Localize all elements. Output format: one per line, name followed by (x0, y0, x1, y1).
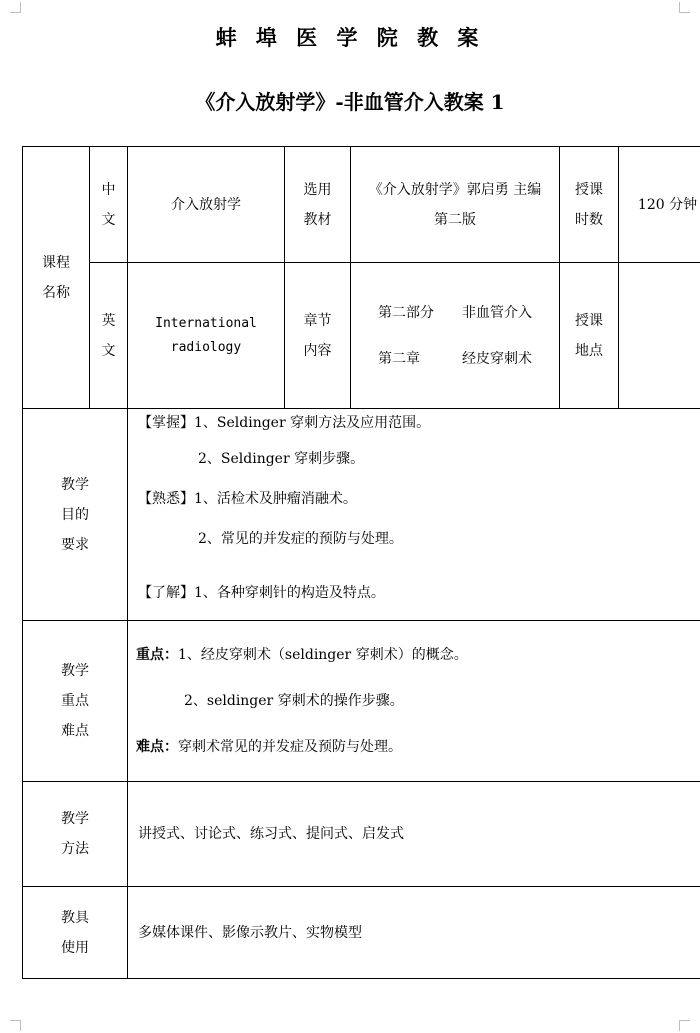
page-corner-mark (679, 2, 690, 13)
hours-label: 授课时数 (575, 181, 603, 228)
methods-value: 讲授式、讨论式、练习式、提问式、启发式 (128, 782, 700, 887)
en-course-name-line1: International (155, 315, 257, 331)
chapter-label-cell (285, 263, 351, 409)
objectives-content (128, 409, 700, 621)
difficult-item-1: 穿刺术常见的并发症及预防与处理。 (178, 739, 402, 755)
textbook-value-line2: 第二版 (434, 211, 476, 228)
school-title: 蚌 埠 医 学 院 教 案 (215, 25, 485, 50)
familiar-item-2: 2、常见的并发症的预防与处理。 (198, 531, 403, 547)
course-name-label-cell (23, 147, 90, 409)
chapter-line2: 第二章 经皮穿刺术 (378, 350, 532, 367)
place-label-cell (560, 263, 619, 409)
tools-label-cell (23, 887, 128, 979)
keypoints-label-cell (23, 621, 128, 782)
page-corner-mark (679, 1020, 690, 1031)
hours-value: 120 分钟 (619, 147, 700, 263)
cn-label-cell (90, 147, 128, 263)
page-corner-mark (10, 2, 21, 13)
tools-value: 多媒体课件、影像示教片、实物模型 (128, 887, 700, 979)
page-corner-mark (10, 1020, 21, 1031)
keypoints-content (128, 621, 700, 782)
master-item-1: 1、Seldinger 穿刺方法及应用范围。 (194, 415, 431, 431)
textbook-label: 选用教材 (303, 181, 332, 228)
textbook-value-cell (351, 147, 560, 263)
keypoints-label: 教学重点难点 (61, 663, 89, 739)
master-item-2: 2、Seldinger 穿刺步骤。 (198, 451, 365, 467)
objectives-label-cell (23, 409, 128, 621)
methods-label: 教学方法 (61, 811, 89, 857)
objectives-label: 教学目的要求 (61, 476, 89, 553)
key-tag: 重点： (136, 647, 178, 663)
hours-label-cell (560, 147, 619, 263)
lesson-plan-table (22, 146, 700, 979)
en-label: 英文 (101, 312, 116, 359)
understand-tag: 【了解】 (138, 585, 194, 601)
key-item-1: 1、经皮穿刺术（seldinger 穿刺术）的概念。 (178, 647, 468, 663)
key-item-2: 2、seldinger 穿刺术的操作步骤。 (184, 693, 404, 709)
en-course-name-line2: radiology (170, 339, 242, 355)
chapter-value-cell (351, 263, 560, 409)
en-course-name-cell (128, 263, 285, 409)
cn-label: 中文 (101, 181, 116, 228)
course-name-label: 课程名称 (42, 254, 70, 301)
familiar-tag: 【熟悉】 (138, 491, 194, 507)
lesson-plan-title: 《介入放射学》-非血管介入教案 1 (195, 90, 505, 114)
difficult-tag: 难点： (136, 739, 178, 755)
familiar-item-1: 1、活检术及肿瘤消融术。 (194, 491, 357, 507)
textbook-label-cell (285, 147, 351, 263)
master-tag: 【掌握】 (138, 415, 194, 431)
en-label-cell (90, 263, 128, 409)
textbook-value-line1: 《介入放射学》郭启勇 主编 (368, 181, 542, 198)
cn-course-name: 介入放射学 (128, 147, 285, 263)
understand-item-1: 1、各种穿刺针的构造及特点。 (194, 585, 385, 601)
chapter-line1: 第二部分 非血管介入 (378, 304, 532, 321)
chapter-label: 章节内容 (303, 312, 332, 359)
methods-label-cell (23, 782, 128, 887)
tools-label: 教具使用 (61, 909, 89, 956)
place-value (619, 263, 700, 409)
place-label: 授课地点 (575, 312, 603, 359)
